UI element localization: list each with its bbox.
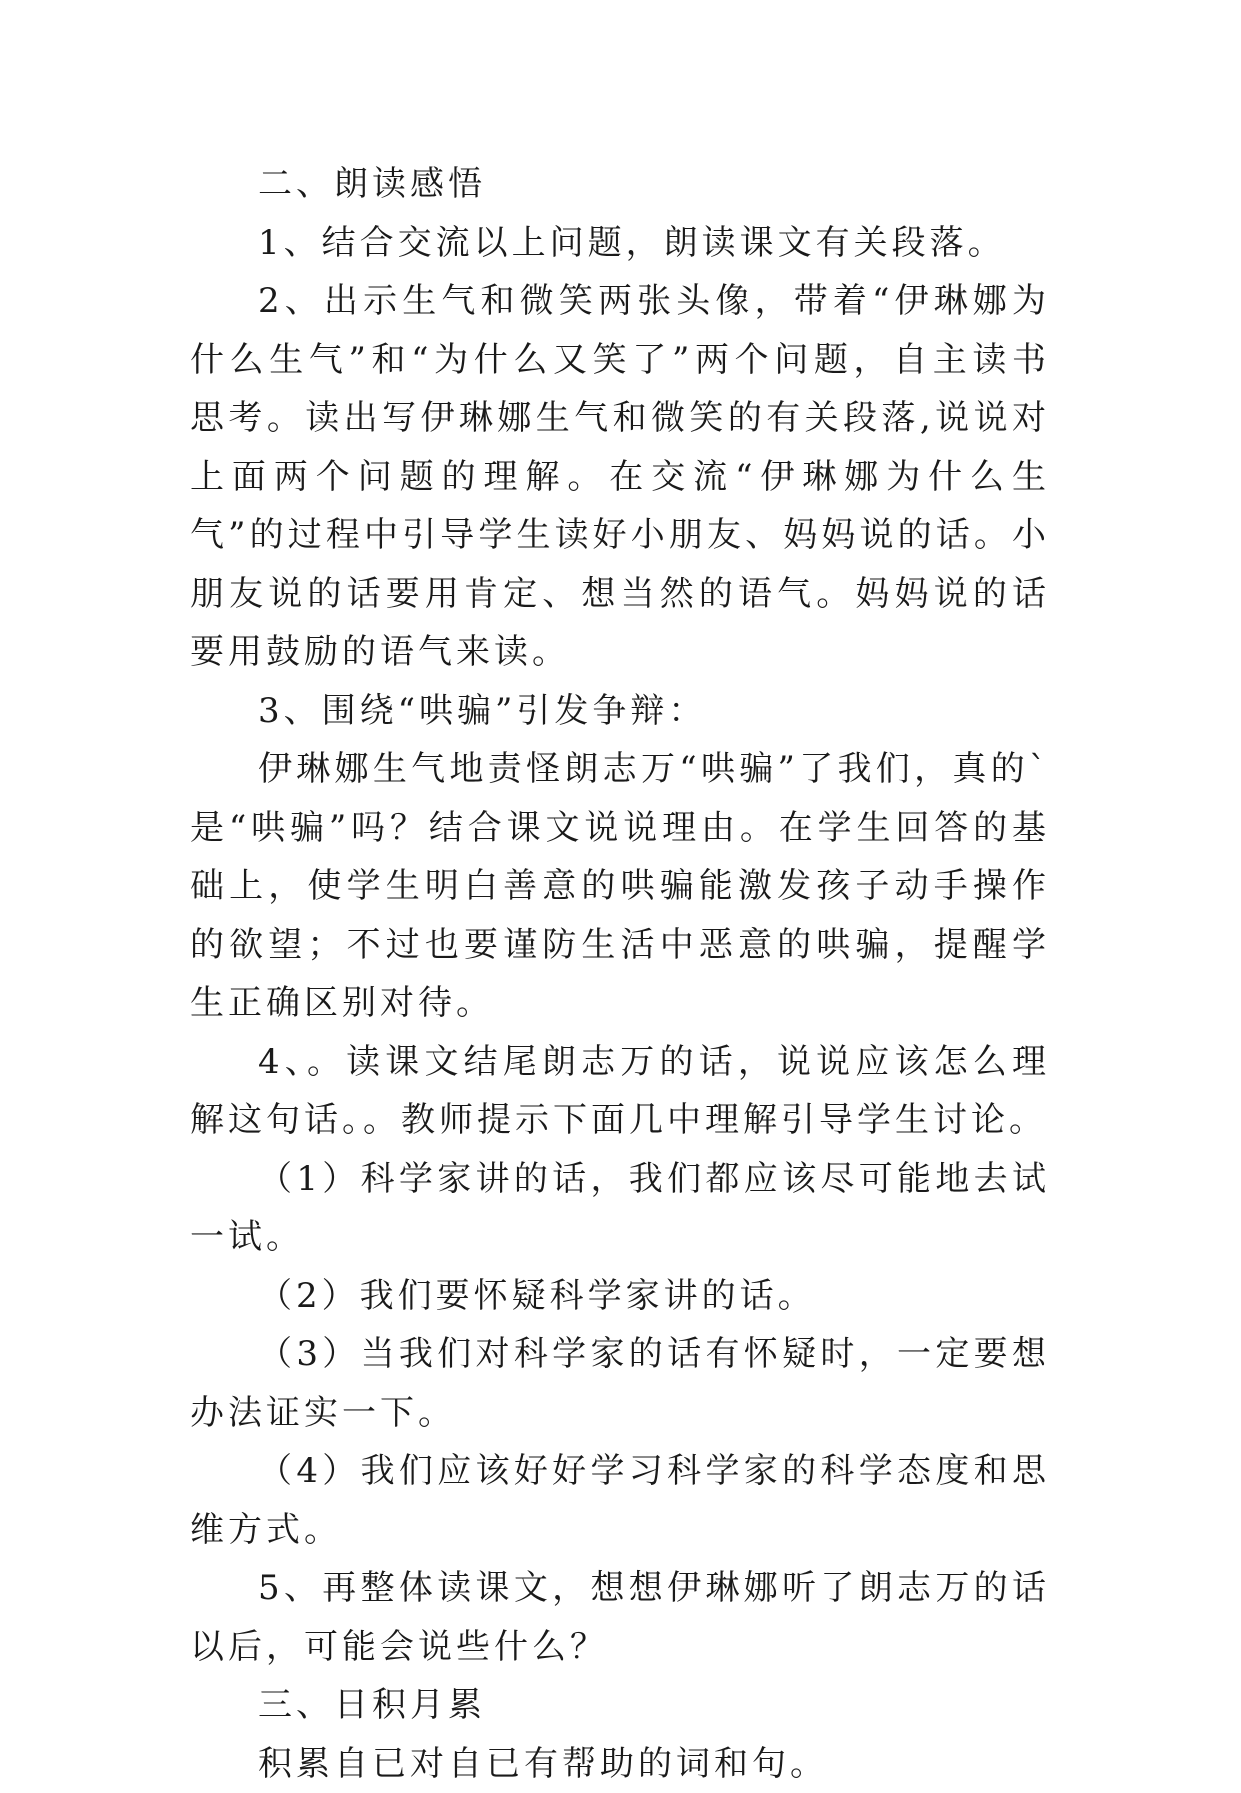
document-body xyxy=(190,155,1050,1793)
list-item-option-2: （2）我们要怀疑科学家讲的话。 xyxy=(190,1267,1050,1326)
paragraph-step-4: 4、。读课文结尾朗志万的话，说说应该怎么理解这句话。。教师提示下面几中理解引导学生讨论。 xyxy=(190,1033,1050,1150)
section-heading-reading: 二、朗读感悟 xyxy=(190,155,1050,214)
list-item-option-4: （4）我们应该好好学习科学家的科学态度和思维方式。 xyxy=(190,1442,1050,1559)
list-item-option-1: （1）科学家讲的话，我们都应该尽可能地去试一试。 xyxy=(190,1150,1050,1267)
section-heading-accumulate: 三、日积月累 xyxy=(190,1676,1050,1735)
paragraph-step-5: 5、再整体读课文，想想伊琳娜听了朗志万的话以后，可能会说些什么？ xyxy=(190,1559,1050,1676)
paragraph-step-1: 1、结合交流以上问题，朗读课文有关段落。 xyxy=(190,214,1050,273)
paragraph-step-3-detail: 伊琳娜生气地责怪朗志万“哄骗”了我们，真的`是“哄骗”吗？结合课文说说理由。在学生回答的基础上，使学生明白善意的哄骗能激发孩子动手操作的欲望；不过也要谨防生活中恶意的哄骗，提醒学生正确区别对待。 xyxy=(190,740,1050,1033)
paragraph-accumulate: 积累自已对自已有帮助的词和句。 xyxy=(190,1735,1050,1793)
list-item-option-3: （3）当我们对科学家的话有怀疑时，一定要想办法证实一下。 xyxy=(190,1325,1050,1442)
paragraph-step-2: 2、出示生气和微笑两张头像，带着“伊琳娜为什么生气”和“为什么又笑了”两个问题，自主读书思考。读出写伊琳娜生气和微笑的有关段落,说说对上面两个问题的理解。在交流“伊琳娜为什么生气”的过程中引导学生读好小朋友、妈妈说的话。小朋友说的话要用肯定、想当然的语气。妈妈说的话要用鼓励的语气来读。 xyxy=(190,272,1050,682)
paragraph-step-3: 3、围绕“哄骗”引发争辩： xyxy=(190,682,1050,741)
